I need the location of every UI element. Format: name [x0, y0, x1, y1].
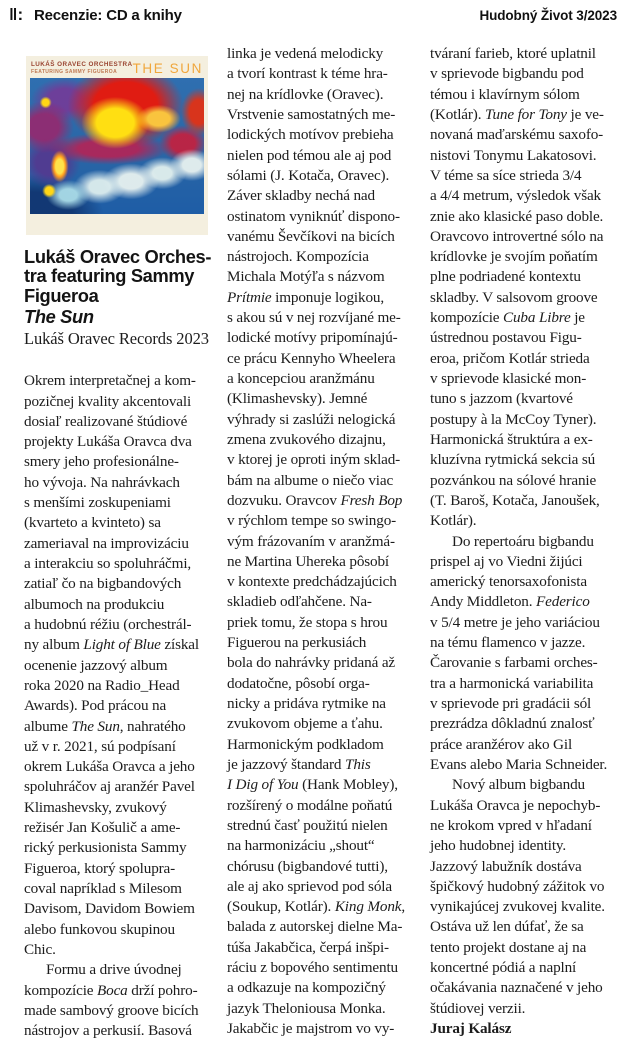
text-line: Davisom, Davidom Bowiem [24, 900, 195, 918]
text-line: Vrstvenie samostatných me- [227, 105, 396, 123]
text-line: Chic. [24, 940, 56, 958]
text-line: Okrem interpretačnej a kom- [24, 372, 196, 390]
text-line: lodické motívy pripomínajú- [227, 329, 398, 347]
text-line: znie ako klasické paso doble. [430, 207, 604, 225]
text-line: špičkový hudobný zážitok vo [430, 877, 605, 895]
text-line: zameriaval na improvizáciu [24, 534, 189, 552]
text-line: v kontexte predchádzajúcich [227, 573, 397, 591]
text-line: s akou sú v nej rozvíjané me- [227, 309, 401, 327]
text-line: Formu a drive úvodnej [46, 961, 182, 979]
text-line: nielen pod témou ale aj pod [227, 146, 392, 164]
cover-album-title: THE SUN [132, 60, 203, 76]
text-line: ústrednou postavou Figu- [430, 329, 582, 347]
issue-label: Hudobný Život 3/2023 [479, 8, 617, 23]
text-line: Jazzový labužník dostáva [430, 857, 582, 875]
text-line: Figuerou na perkusiách [227, 634, 367, 652]
text-line: prezrádza dôkladnú znalosť [430, 715, 595, 733]
text-line: nástrojov a perkusií. Basová [24, 1022, 192, 1040]
text-line: ale aj ako sprievod pod sóla [227, 877, 392, 895]
text-line: Do repertoáru bigbandu [452, 532, 594, 550]
text-line: lodických motívov prebieha [227, 126, 394, 144]
text-line: témou i klavírnym sólom [430, 85, 580, 103]
review-heading-line: tra featuring Sammy [24, 265, 195, 287]
text-line: ny album Light of Blue získal [24, 636, 199, 654]
text-line: túša Jakabčica, čerpá inšpi- [227, 938, 389, 956]
text-line: koncertné pódiá a naplní [430, 959, 577, 977]
text-line: skladieb odľahčene. Na- [227, 593, 372, 611]
text-line: zmena zvukového dizajnu, [227, 430, 386, 448]
text-line: americký tenorsaxofonista [430, 573, 587, 591]
text-line: (T. Baroš, Kotača, Janoušek, [430, 491, 600, 509]
text-line: v sprievode klasické mon- [430, 370, 587, 387]
text-line: (kvarteto a kvinteto) sa [24, 514, 161, 532]
section-title: Recenzie: CD a knihy [34, 7, 182, 24]
review-text-column-2 [227, 44, 422, 1039]
text-line: projekty Lukáša Oravca dva [24, 433, 192, 451]
text-line: tento projekt dostane aj na [430, 938, 587, 956]
text-line: Nový album bigbandu [452, 776, 585, 794]
text-line: Michala Motýľa s názvom [227, 268, 385, 286]
text-line: tváraní farieb, ktoré uplatnil [430, 45, 596, 62]
text-line: rický perkusionista Sammy [24, 839, 187, 857]
text-line: s menšími zoskupeniami [24, 494, 171, 512]
text-line: v ktorej je oproti iným sklad- [227, 451, 401, 469]
text-line: ráciu z bopového sentimentu [227, 959, 398, 977]
cover-artist-block [31, 58, 132, 75]
text-line: spoluhráčov aj aranžér Pavel [24, 778, 195, 796]
review-text-column-3 [430, 44, 625, 1019]
text-line: na harmonizáciu „shout“ [227, 837, 375, 855]
text-line: balada z autorskej dielne Ma- [227, 918, 403, 936]
text-line: alebo funkovou skupinou [24, 920, 175, 938]
text-line: dodatočne, pôsobí orga- [227, 674, 370, 692]
column-1 [24, 44, 219, 1042]
record-label-year: Lukáš Oravec Records 2023 [24, 329, 209, 349]
album-cover-art [30, 78, 204, 214]
column-2 [227, 44, 422, 1039]
text-line: Harmonickým podkladom [227, 735, 384, 753]
text-line: smery jeho profesionálne- [24, 453, 179, 471]
text-line: V téme sa síce strieda 3/4 [430, 166, 582, 184]
text-line: Andy Middleton. Federico [430, 593, 590, 611]
text-line: v 5/4 metre je jeho variáciou [430, 613, 600, 631]
text-line: (Klimashevsky). Jemné [227, 390, 368, 408]
text-line: výhrady si zaslúži nelogická [227, 410, 396, 428]
text-line: strednú časť použitú nielen [227, 816, 388, 834]
text-line: kompozície Cuba Libre je [430, 309, 585, 327]
text-line: Záver skladby nechá nad [227, 187, 375, 205]
text-line: Harmonická štruktúra a ex- [430, 430, 593, 448]
album-title: The Sun [24, 306, 94, 328]
text-line: eroa, pričom Kotlár strieda [430, 349, 590, 367]
text-line: režisér Jan Košulič a ame- [24, 819, 181, 837]
text-line: tra a harmonická variabilita [430, 674, 594, 692]
text-line: vynikajúcej zvukovej kvalite. [430, 898, 605, 916]
text-line: jazyk Theloniousa Monka. [227, 999, 386, 1017]
text-line: ho vývoja. Na nahrávkach [24, 473, 180, 491]
text-line: už v r. 2021, sú podpísaní [24, 737, 176, 755]
cover-artist-name: LUKÁŠ ORAVEC ORCHESTRA [31, 61, 133, 69]
text-line: ocenenie jazzový album [24, 656, 168, 674]
text-line: dosiaľ realizované štúdiové [24, 412, 188, 430]
text-line: v sprievode pri gradácii sól [430, 695, 592, 712]
text-line: rozšírený o modálne poňatú [227, 796, 393, 814]
cover-featuring: FEATURING SAMMY FIGUEROA [31, 69, 118, 76]
text-line: vanému Ševčíkovi na bicích [227, 227, 395, 245]
text-line: I Dig of You (Hank Mobley), [227, 776, 398, 794]
review-heading-line: Lukáš Oravec Orches- [24, 246, 212, 267]
text-line: nistovi Tonymu Lakatosovi. [430, 146, 597, 164]
text-line: pozičnej kvality akcentovali [24, 392, 192, 410]
text-line: ce prácu Kennyho Wheelera [227, 349, 396, 367]
text-line: albumoch na produkciu [24, 595, 165, 613]
text-line: (Soukup, Kotlár). King Monk, [227, 898, 406, 916]
text-line: postupy à la McCoy Tyner). [430, 410, 597, 428]
text-line: linka je vedená melodicky [227, 45, 384, 62]
text-line: skladby. V salsovom groove [430, 288, 598, 306]
album-cover-header [31, 56, 203, 78]
text-line: priek tomu, že stopa s hrou [227, 613, 388, 631]
album-cover [26, 56, 208, 235]
text-line: Figueroa, ktorý spolupra- [24, 859, 176, 877]
text-line: a odkazuje na kompozičný [227, 979, 386, 997]
text-line: Kotlár). [430, 512, 477, 530]
review-text-column-1 [24, 371, 219, 1041]
text-line: coval napríklad s Milesom [24, 880, 182, 898]
text-line: Ostáva už len dúfať, že sa [430, 918, 584, 936]
text-line: sólami (J. Kotača, Oravec). [227, 166, 390, 184]
text-line: práce aranžérov ako Gil [430, 735, 573, 753]
text-line: vým frázovaním v aranžmá- [227, 532, 395, 550]
text-line: nástrojoch. Kompozícia [227, 248, 369, 266]
text-line: Lukáša Oravca je nepochyb- [430, 796, 601, 814]
text-line: Prítmie imponuje logikou, [227, 288, 384, 306]
text-line: albume The Sun, nahratého [24, 717, 186, 735]
text-line: štúdiovej verzii. [430, 999, 526, 1017]
text-line: zvukovom objeme a ťahu. [227, 715, 383, 733]
review-heading-line: Figueroa [24, 284, 99, 306]
text-line: kluzívna rytmická sekcia sú [430, 451, 596, 469]
text-line: okrem Lukáša Oravca a jeho [24, 758, 195, 776]
text-line: Čarovanie s farbami orches- [430, 654, 598, 672]
text-line: zatiaľ čo na bigbandových [24, 575, 182, 593]
text-line: prispel aj vo Viedni žijúci [430, 552, 583, 570]
text-line: roka 2020 na Radio_Head [24, 676, 180, 694]
text-line: ne krokom vpred v hľadaní [430, 816, 592, 834]
text-line: a hudobnú réžiu (orchestrál- [24, 615, 192, 633]
text-line: plne podriadené kontextu [430, 268, 581, 286]
text-line: je jazzový štandard This [227, 755, 371, 773]
text-line: a koncepciou aranžmánu [227, 370, 375, 387]
review-heading [24, 247, 219, 305]
text-line: Evans alebo Maria Schneider. [430, 755, 608, 773]
text-line: novaná maďarskému saxofo- [430, 126, 604, 144]
text-line: očakávania naznačené v jeho [430, 979, 603, 997]
author-name: Juraj Kalász [430, 1020, 512, 1037]
text-line: a tvorí kontrast k téme hra- [227, 65, 388, 83]
column-3 [430, 44, 625, 1039]
repeat-sign-icon: ‖: [9, 5, 24, 24]
text-line: pozvánkou na sólové hranie [430, 471, 597, 489]
text-line: Jakabčic je majstrom vo vy- [227, 1020, 395, 1037]
text-line: kompozície Boca drží pohro- [24, 981, 198, 999]
text-line: chórusu (bigbandové tutti), [227, 857, 388, 875]
text-line: Klimashevsky, zvukový [24, 798, 167, 816]
text-line: Oravcovo introvertné sólo na [430, 227, 604, 245]
text-line: ne Martina Uhereka pôsobí [227, 552, 389, 570]
text-line: a 4/4 metrum, výsledok však [430, 187, 601, 205]
text-line: bola do nahrávky pridaná až [227, 654, 396, 672]
text-line: ostinatom vyniknúť dispono- [227, 207, 400, 225]
text-line: a interakciu so spoluhráčmi, [24, 555, 192, 573]
text-line: Awards). Pod prácou na [24, 697, 167, 715]
text-line: made sambový groove bicích [24, 1001, 199, 1019]
text-line: nicky a pridáva rytmike na [227, 695, 386, 712]
text-line: v sprievode bigbandu pod [430, 65, 584, 83]
text-line: na tému flamenco v jazze. [430, 634, 586, 652]
text-line: bám na albume o niečo viac [227, 471, 394, 489]
text-line: tuno s jazzom (kvartové [430, 390, 573, 408]
text-line: v rýchlom tempe so swingo- [227, 512, 397, 530]
text-line: krídlovke je svojím poňatím [430, 248, 598, 266]
text-line: jeho hudobnej identity. [430, 837, 567, 855]
text-line: dozvuku. Oravcov Fresh Bop [227, 491, 403, 509]
text-line: (Kotlár). Tune for Tony je ve- [430, 105, 604, 123]
text-line: nej na krídlovke (Oravec). [227, 85, 384, 103]
